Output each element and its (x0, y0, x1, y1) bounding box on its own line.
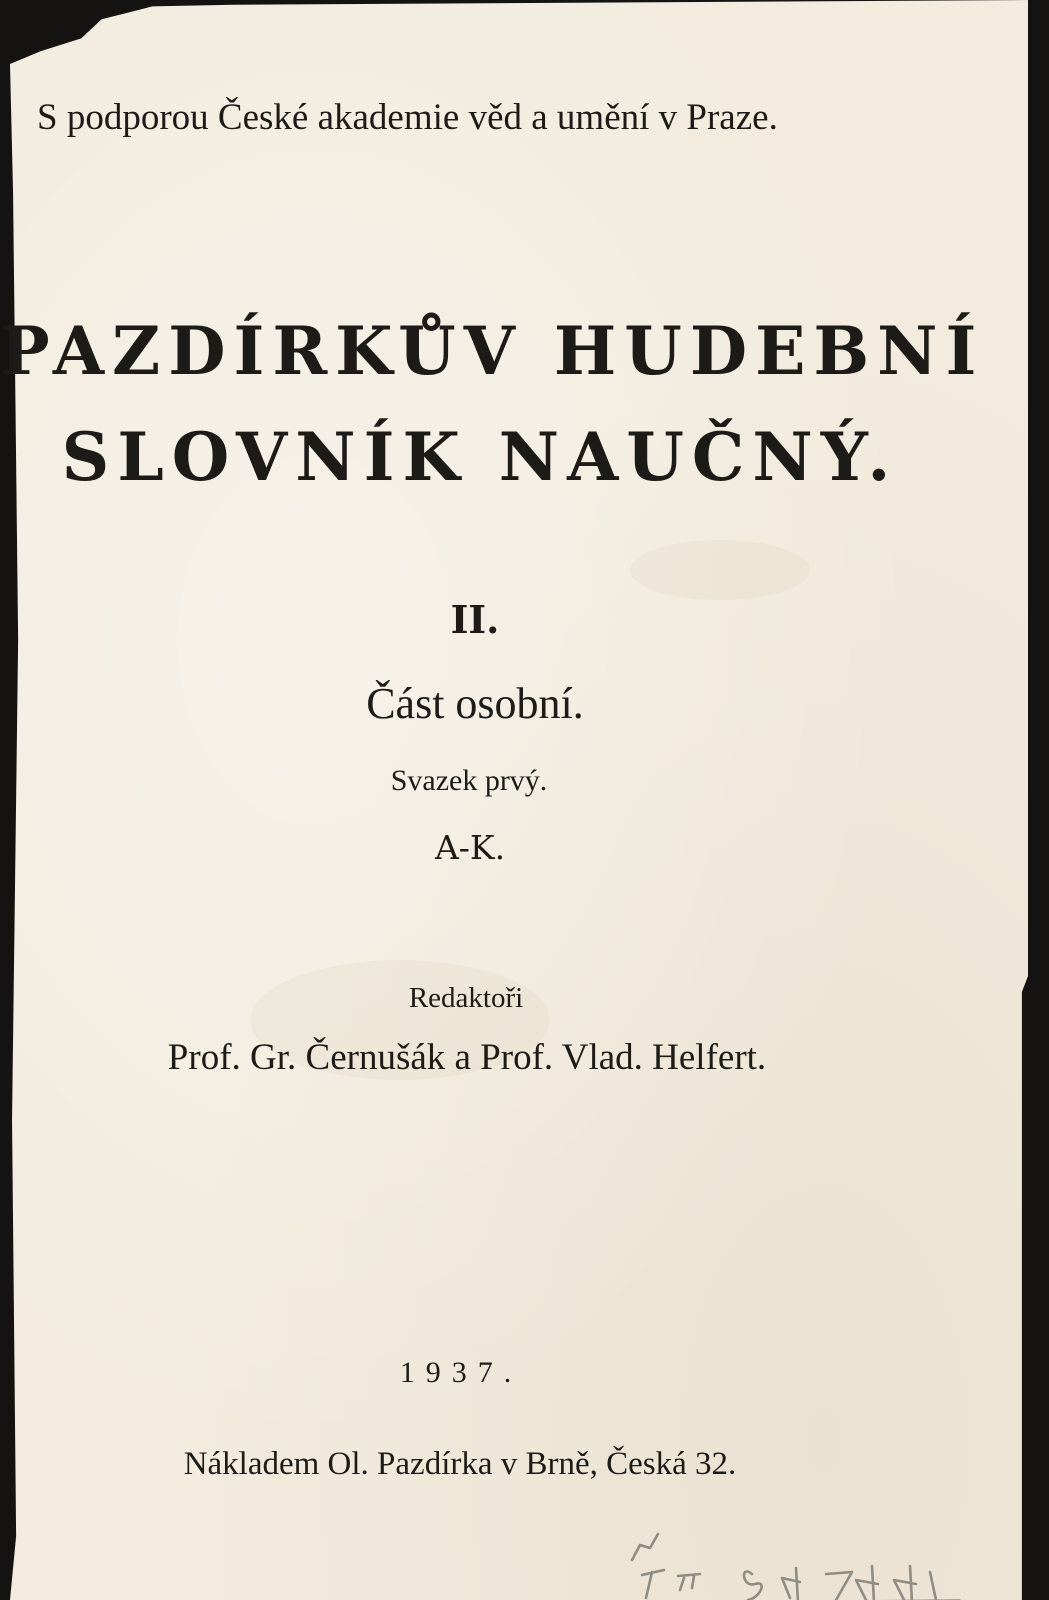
volume-number: II. (450, 597, 500, 642)
publisher-imprint: Nákladem Ol. Pazdírka v Brně, Česká 32. (183, 1446, 737, 1482)
editors-names: Prof. Gr. Černušák a Prof. Vlad. Helfert. (167, 1037, 767, 1078)
fascicle-label: Svazek prvý. (390, 764, 548, 797)
book-title-line-2: SLOVNÍK NAUČNÝ. (61, 418, 899, 496)
book-title-line-1: PAZDÍRKŮV HUDEBNÍ (0, 312, 985, 390)
editors-label: Redaktoři (408, 982, 524, 1014)
publication-year: 1937. (399, 1356, 523, 1389)
pencil-shelfmark (600, 1534, 960, 1600)
part-title: Část osobní. (366, 679, 584, 728)
alphabetical-range: A-K. (434, 828, 506, 867)
subsidy-line: S podporou České akademie věd a umění v Praze. (37, 97, 778, 138)
